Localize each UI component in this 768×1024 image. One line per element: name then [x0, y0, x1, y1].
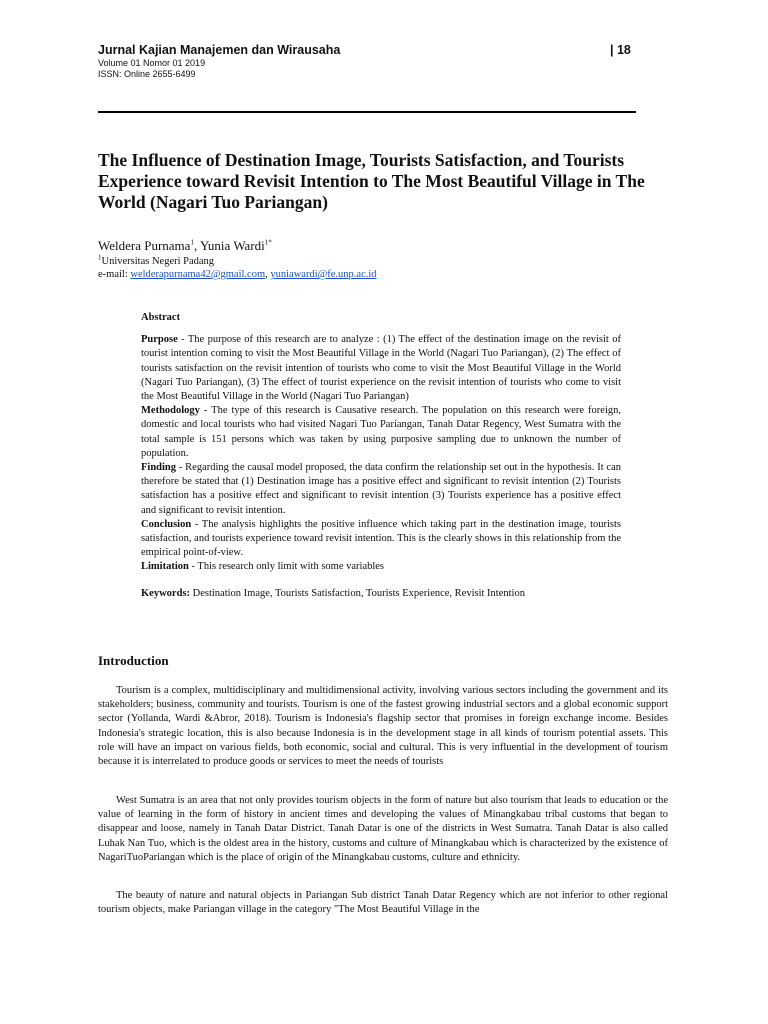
author-line [98, 238, 272, 254]
page-number: | 18 [610, 43, 631, 57]
intro-paragraph-1 [98, 684, 668, 769]
email-label: e-mail: [98, 269, 131, 280]
issn-info: ISSN: Online 2655-6499 [98, 69, 196, 79]
limitation-text: - This research only limit with some variables [188, 561, 385, 573]
author-name: Yunia Wardi [199, 238, 265, 253]
paragraph-text: West Sumatra is an area that not only provides tourism objects in the form of nature but also tourism that leads to education or the value of learning in the form of history in ancient times and developing the values of Minangkabau tribal customs that began to disappear and loose, namely in Tanah Datar District. Tanah Datar is one of the districts in West Sumatra. Tanah Datar is also called Luhak Nan Tuo, which is the oldest area in the history, customs and culture of Minangkabau which is characterized by the existence of NagariTuoPariangan which is the place of origin of the Minangkabau customs, culture and ethnicity. [98, 795, 668, 863]
email-line [98, 269, 377, 280]
purpose-label: Purpose [141, 334, 178, 346]
intro-paragraph-2 [98, 794, 668, 865]
abstract-conclusion [141, 518, 621, 561]
abstract-heading: Abstract [141, 312, 181, 323]
conclusion-text: - The analysis highlights the positive influence which taking part in the destination image, tourists satisfaction, and tourists experience toward revisit intention. This is the clearly shows in this relationship from the empirical point-of-view. [141, 518, 621, 559]
methodology-text: - The type of this research is Causative research. The population on this research were foreign, domestic and local tourists who had visited Nagari Tuo Pariangan, Tanah Datar Regency, West Sumatra with the total sample is 151 persons which was taken by using purposive sampling due to unknown the number of population. [141, 405, 621, 459]
finding-text: - Regarding the causal model proposed, the data confirm the relationship set out in the hypothesis. It can therefore be stated that (1) Destination image has a positive effect and significant to revisit intention (2) Tourists satisfaction has a positive effect and significant to revisit intention (3) Tourists experience has a positive effect and significant to revisit intention. [141, 462, 621, 516]
author-separator: , [193, 238, 200, 253]
methodology-label: Methodology [141, 405, 200, 417]
affiliation-name: Universitas Negeri Padang [101, 256, 215, 267]
keywords [141, 587, 621, 601]
volume-info: Volume 01 Nomor 01 2019 [98, 58, 206, 68]
keywords-label: Keywords: [141, 587, 190, 599]
section-heading-introduction: Introduction [98, 653, 169, 668]
abstract-finding [141, 461, 621, 518]
header-divider [98, 111, 636, 113]
email-separator: , [265, 269, 271, 280]
keywords-text: Destination Image, Tourists Satisfaction, Tourists Experience, Revisit Intention [190, 587, 525, 599]
paragraph-text: The beauty of nature and natural objects in Pariangan Sub district Tanah Datar Regency which are not inferior to other regional tourism objects, make Pariangan village in the category "The Most Beautiful Village in the [98, 890, 668, 916]
abstract-methodology [141, 404, 621, 461]
article-title: The Influence of Destination Image, Tourists Satisfaction, and Tourists Experience toward Revisit Intention to The Most Beautiful Village in The World (Nagari Tuo Pariangan) [98, 150, 645, 212]
paragraph-text: Tourism is a complex, multidisciplinary and multidimensional activity, involving various sectors including the government and its stakeholders; business, community and tourists. Tourism is one of the fastest growing industrial sectors and a global economic support sector (Yollanda, Wardi &Abror, 2018). Tourism is Indonesia's flagship sector that promises in foreign exchange income. Besides Indonesia's strategic location, this is also because Indonesia is in the development stage in all kinds of tourism potential assets. This role will have an impact on various fields, both economic, social and cultural. This is very influential in the development of tourism because it is interrelated to produce goods or services to meet the needs of tourists [98, 685, 668, 768]
author-affiliation-mark: 1* [264, 238, 272, 247]
finding-label: Finding [141, 462, 177, 474]
conclusion-label: Conclusion [141, 518, 192, 530]
author-name: Weldera Purnama [98, 238, 191, 253]
abstract-limitation [141, 560, 621, 574]
affiliation [98, 253, 215, 267]
author-affiliation-mark: 1 [190, 238, 194, 247]
email-link[interactable]: yuniawardi@fe.unp.ac.id [270, 269, 377, 280]
abstract-block [141, 311, 621, 601]
intro-paragraph-3 [98, 889, 668, 917]
abstract-purpose [141, 333, 621, 404]
journal-name: Jurnal Kajian Manajemen dan Wirausaha [98, 43, 341, 57]
affiliation-mark: 1 [98, 253, 102, 262]
email-link[interactable]: welderapurnama42@gmail.com [130, 269, 266, 280]
purpose-text: - The purpose of this research are to analyze : (1) The effect of the destination image on the revisit of tourist intention coming to visit the Most Beautiful Village in the World (Nagari Tuo Pariangan), (2) The effect of tourists satisfaction on the revisit intention of tourists who come to visit the Most Beautiful Village in the World (Nagari Tuo Pariangan), (3) The effect of tourist experience on the revisit intention of tourists who come to visit the Most Beautiful Village in the World (Nagari Tuo Pariangan) [141, 334, 621, 403]
limitation-label: Limitation [141, 561, 189, 573]
